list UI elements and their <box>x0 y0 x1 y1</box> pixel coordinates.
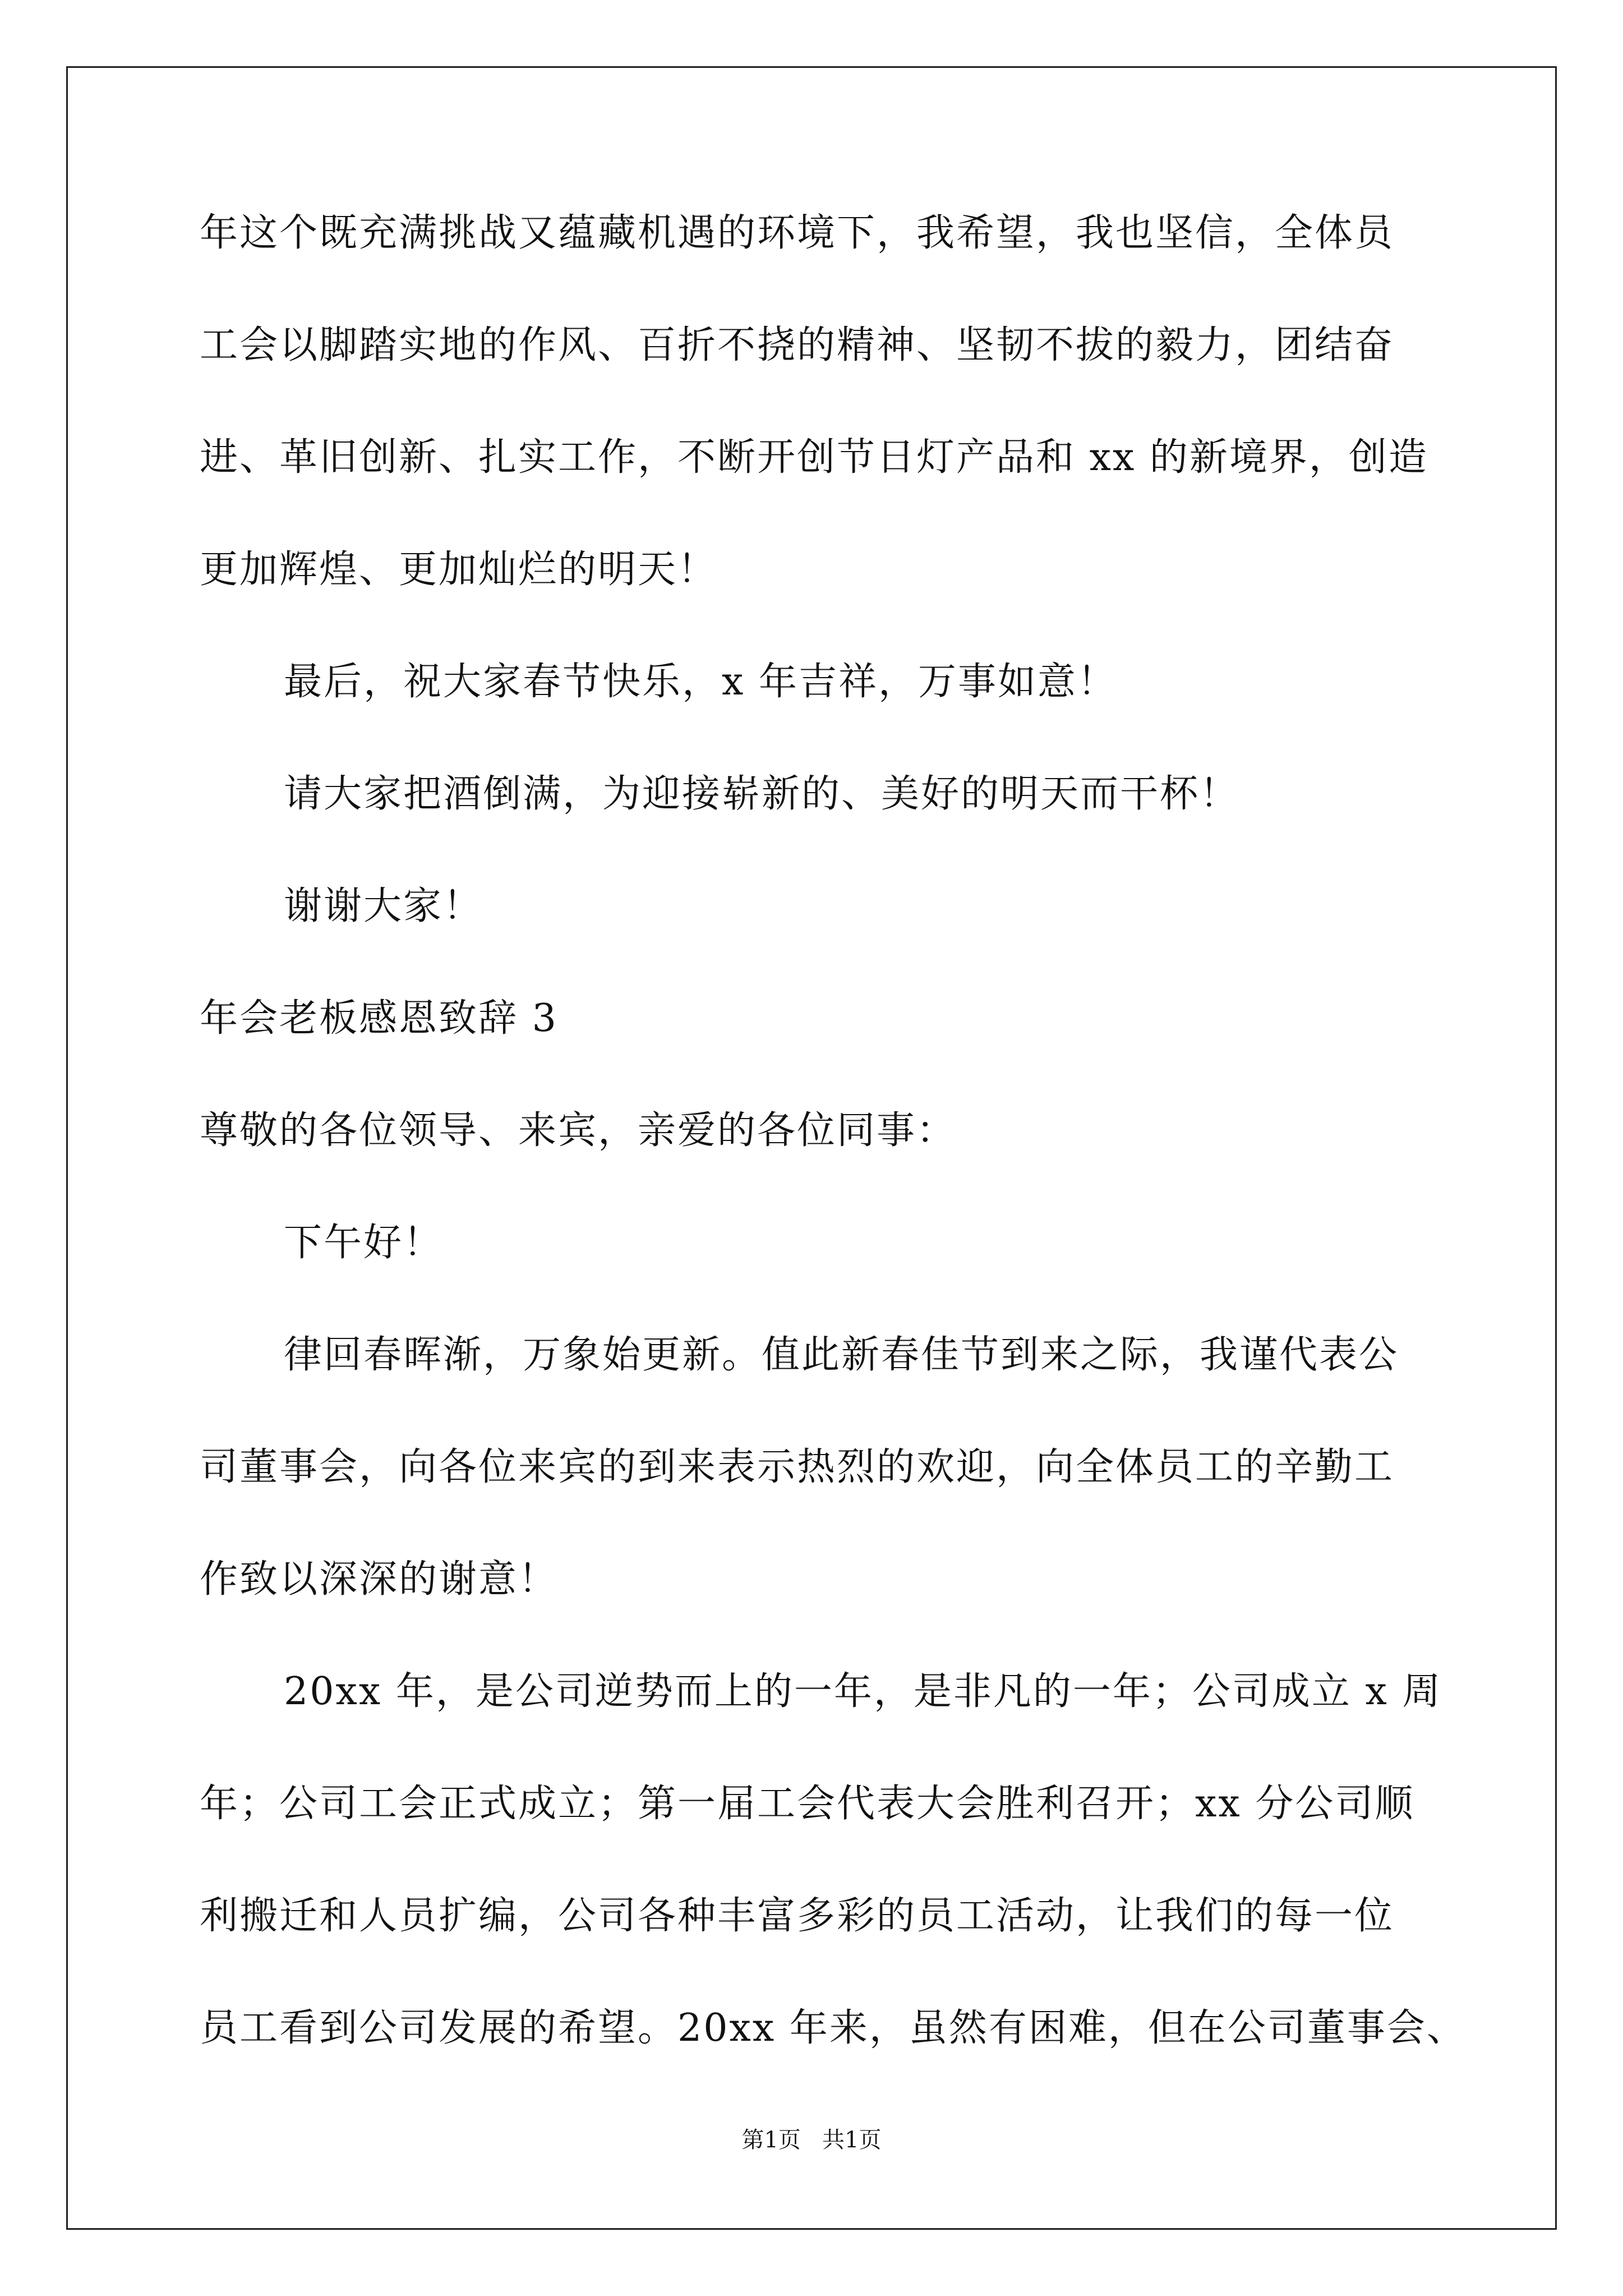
paragraph-line: 请大家把酒倒满，为迎接崭新的、美好的明天而干杯！ <box>284 772 1240 816</box>
paragraph-line: 谢谢大家！ <box>284 884 483 928</box>
paragraph-line: 利搬迁和人员扩编，公司各种丰富多彩的员工活动，让我们的每一位 <box>200 1894 1395 1938</box>
greeting: 下午好！ <box>284 1221 444 1265</box>
salutation: 尊敬的各位领导、来宾，亲爱的各位同事： <box>200 1108 957 1153</box>
section-heading: 年会老板感恩致辞 3 <box>200 996 558 1041</box>
paragraph-line: 年这个既充满挑战又蕴藏机遇的环境下，我希望，我也坚信，全体员 <box>200 211 1395 255</box>
paragraph-line: 员工看到公司发展的希望。20xx 年来，虽然有困难，但在公司董事会、 <box>200 2006 1467 2050</box>
paragraph-line: 进、革旧创新、扎实工作，不断开创节日灯产品和 xx 的新境界，创造 <box>200 435 1428 480</box>
paragraph-line: 最后，祝大家春节快乐，x 年吉祥，万事如意！ <box>284 660 1117 704</box>
paragraph-line: 律回春晖渐，万象始更新。值此新春佳节到来之际，我谨代表公 <box>284 1333 1399 1377</box>
paragraph-line: 更加辉煌、更加灿烂的明天！ <box>200 547 718 592</box>
page-footer: 第1页 共1页 <box>741 2127 882 2153</box>
paragraph-line: 工会以脚踏实地的作风、百折不挠的精神、坚韧不拔的毅力，团结奋 <box>200 323 1395 367</box>
paragraph-line: 年；公司工会正式成立；第一届工会代表大会胜利召开；xx 分公司顺 <box>200 1782 1415 1826</box>
paragraph-line: 20xx 年，是公司逆势而上的一年，是非凡的一年；公司成立 x 周 <box>284 1669 1442 1714</box>
paragraph-line: 司董事会，向各位来宾的到来表示热烈的欢迎，向全体员工的辛勤工 <box>200 1445 1395 1489</box>
paragraph-line: 作致以深深的谢意！ <box>200 1557 559 1602</box>
